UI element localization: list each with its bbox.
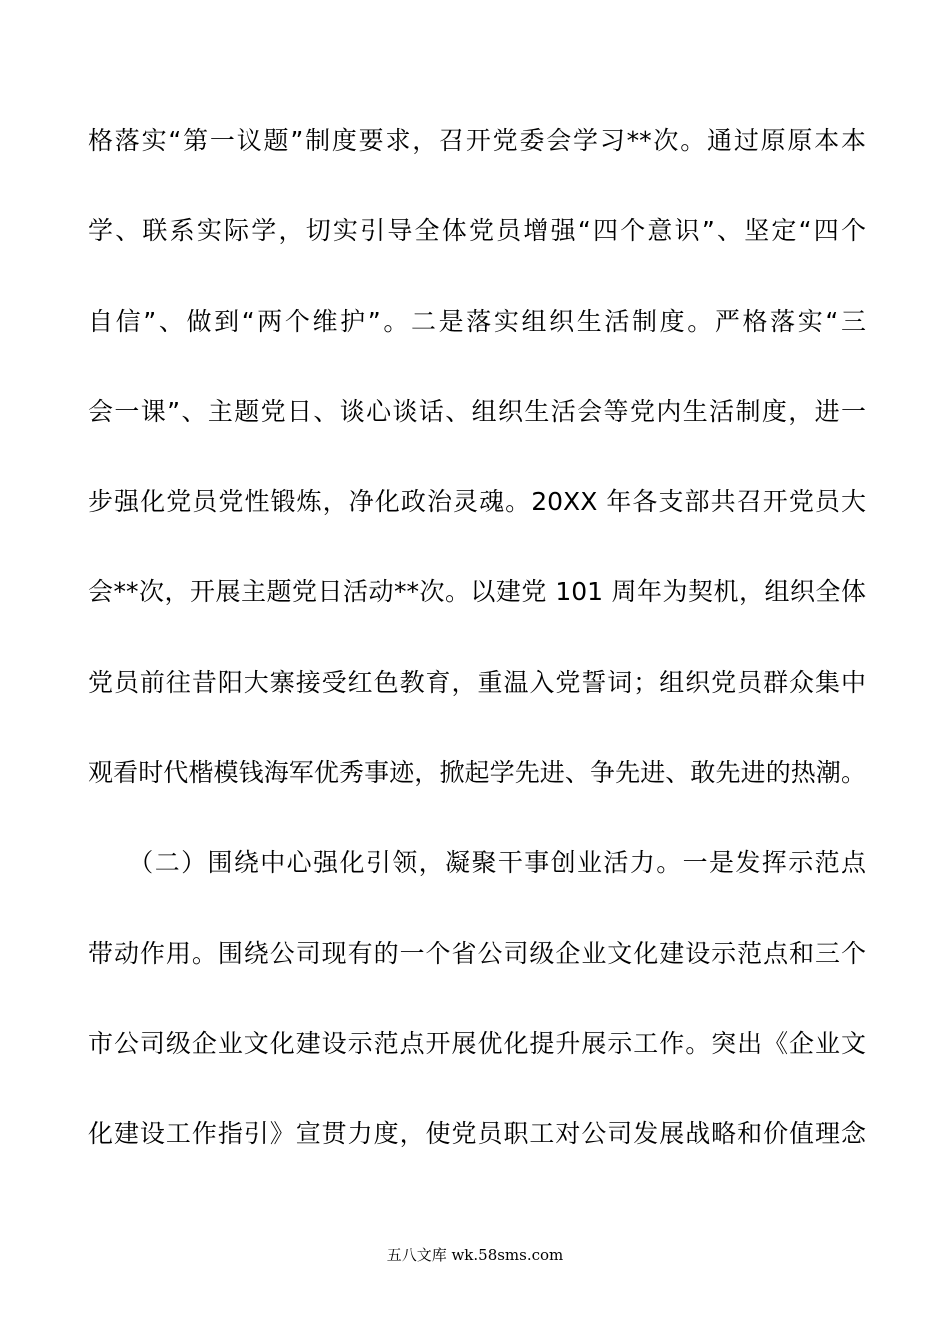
text-line: 格落实“第一议题”制度要求，召开党委会学习**次。通过原原本本 <box>88 126 866 155</box>
text-line: 党员前往昔阳大寨接受红色教育，重温入党誓词；组织党员群众集中 <box>88 667 866 697</box>
text-line: 观看时代楷模钱海军优秀事迹，掀起学先进、争先进、敢先进的热潮。 <box>88 758 866 788</box>
text-line: 化建设工作指引》宣贯力度，使党员职工对公司发展战略和价值理念 <box>88 1119 866 1149</box>
footer-watermark: 五八文库 wk.58sms.com <box>386 1246 564 1264</box>
text-line: 带动作用。围绕公司现有的一个省公司级企业文化建设示范点和三个 <box>88 938 866 968</box>
text-line: 步强化党员党性锻炼，净化政治灵魂。20XX 年各支部共召开党员大 <box>88 487 866 517</box>
text-line: 会**次，开展主题党日活动**次。以建党 101 周年为契机，组织全体 <box>88 577 866 607</box>
text-line: 自信”、做到“两个维护”。二是落实组织生活制度。严格落实“三 <box>88 306 866 336</box>
text-line: 会一课”、主题党日、谈心谈话、组织生活会等党内生活制度，进一 <box>88 396 866 426</box>
section-heading-line: （二）围绕中心强化引领，凝聚干事创业活力。一是发挥示范点 <box>88 848 866 878</box>
text-line: 市公司级企业文化建设示范点开展优化提升展示工作。突出《企业文 <box>88 1028 866 1058</box>
text-line: 学、联系实际学，切实引导全体党员增强“四个意识”、坚定“四个 <box>88 216 866 246</box>
document-body <box>88 112 866 1196</box>
